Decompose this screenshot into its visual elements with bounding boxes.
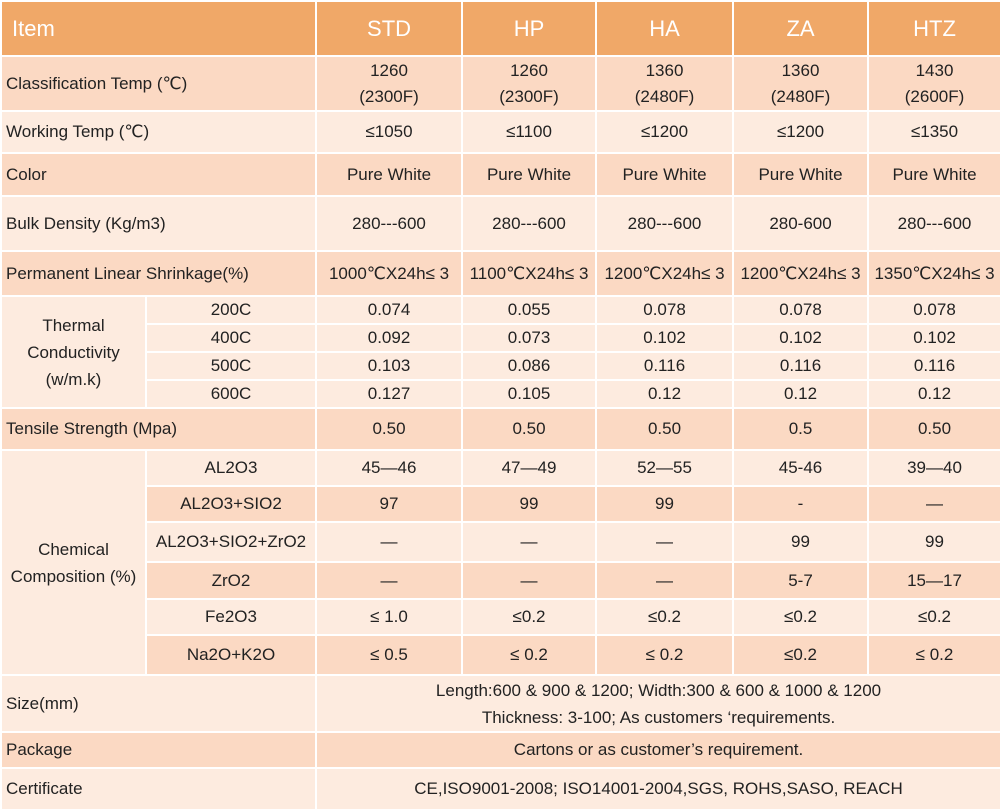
size-value: Length:600 & 900 & 1200; Width:300 & 600 & 1000 & 1200 Thickness: 3-100; As customers ‘requirements. xyxy=(316,675,1000,732)
tensile-label: Tensile Strength (Mpa) xyxy=(1,408,316,450)
thermal-sub-400c: 400C xyxy=(146,324,316,352)
chemical-value: 45-46 xyxy=(733,450,868,486)
thermal-200c-htz: 0.078 xyxy=(868,296,1000,324)
thermal-600c-std: 0.127 xyxy=(316,380,462,408)
tensile-hp: 0.50 xyxy=(462,408,596,450)
chemical-row xyxy=(1,635,1000,675)
bulk-density-hp: 280---600 xyxy=(462,196,596,251)
bulk-density-row xyxy=(1,196,1000,251)
tensile-ha: 0.50 xyxy=(596,408,733,450)
header-std: STD xyxy=(316,1,462,56)
thermal-600c-ha: 0.12 xyxy=(596,380,733,408)
bulk-density-za: 280-600 xyxy=(733,196,868,251)
thermal-600c-htz: 0.12 xyxy=(868,380,1000,408)
chemical-value: ≤ 0.5 xyxy=(316,635,462,675)
thermal-sub-600c: 600C xyxy=(146,380,316,408)
bulk-density-label: Bulk Density (Kg/m3) xyxy=(1,196,316,251)
thermal-sub-500c: 500C xyxy=(146,352,316,380)
thermal-600c-za: 0.12 xyxy=(733,380,868,408)
thermal-600c-hp: 0.105 xyxy=(462,380,596,408)
chemical-value: — xyxy=(316,562,462,599)
header-item: Item xyxy=(1,1,316,56)
working-temp-za: ≤1200 xyxy=(733,111,868,153)
classification-temp-hp: 1260 (2300F) xyxy=(462,56,596,111)
package-label: Package xyxy=(1,732,316,768)
chemical-label: Chemical Composition (%) xyxy=(1,450,146,675)
classification-temp-za: 1360 (2480F) xyxy=(733,56,868,111)
thermal-400c-ha: 0.102 xyxy=(596,324,733,352)
chemical-value: — xyxy=(868,486,1000,522)
certificate-row xyxy=(1,768,1000,810)
chemical-row xyxy=(1,522,1000,562)
chemical-value: ≤0.2 xyxy=(462,599,596,635)
package-row xyxy=(1,732,1000,768)
shrinkage-htz: 1350℃X24h≤ 3 xyxy=(868,251,1000,296)
tensile-std: 0.50 xyxy=(316,408,462,450)
chemical-value: 99 xyxy=(462,486,596,522)
chemical-value: 47—49 xyxy=(462,450,596,486)
chemical-value: ≤ 0.2 xyxy=(596,635,733,675)
chemical-row xyxy=(1,599,1000,635)
chemical-value: 5-7 xyxy=(733,562,868,599)
thermal-row xyxy=(1,296,1000,324)
thermal-sub-200c: 200C xyxy=(146,296,316,324)
thermal-400c-za: 0.102 xyxy=(733,324,868,352)
chemical-sub: Fe2O3 xyxy=(146,599,316,635)
chemical-sub: Na2O+K2O xyxy=(146,635,316,675)
chemical-sub: ZrO2 xyxy=(146,562,316,599)
size-row xyxy=(1,675,1000,732)
thermal-500c-ha: 0.116 xyxy=(596,352,733,380)
chemical-value: ≤ 0.2 xyxy=(868,635,1000,675)
bulk-density-ha: 280---600 xyxy=(596,196,733,251)
working-temp-label: Working Temp (℃) xyxy=(1,111,316,153)
header-za: ZA xyxy=(733,1,868,56)
chemical-row xyxy=(1,450,1000,486)
chemical-value: ≤0.2 xyxy=(596,599,733,635)
working-temp-std: ≤1050 xyxy=(316,111,462,153)
classification-temp-ha: 1360 (2480F) xyxy=(596,56,733,111)
chemical-row xyxy=(1,486,1000,522)
thermal-200c-hp: 0.055 xyxy=(462,296,596,324)
chemical-value: 99 xyxy=(733,522,868,562)
color-label: Color xyxy=(1,153,316,196)
shrinkage-std: 1000℃X24h≤ 3 xyxy=(316,251,462,296)
shrinkage-hp: 1100℃X24h≤ 3 xyxy=(462,251,596,296)
chemical-value: — xyxy=(596,562,733,599)
thermal-500c-std: 0.103 xyxy=(316,352,462,380)
classification-temp-row xyxy=(1,56,1000,111)
working-temp-ha: ≤1200 xyxy=(596,111,733,153)
shrinkage-za: 1200℃X24h≤ 3 xyxy=(733,251,868,296)
thermal-500c-hp: 0.086 xyxy=(462,352,596,380)
chemical-sub: AL2O3+SIO2 xyxy=(146,486,316,522)
thermal-row xyxy=(1,380,1000,408)
color-hp: Pure White xyxy=(462,153,596,196)
thermal-400c-hp: 0.073 xyxy=(462,324,596,352)
chemical-sub: AL2O3+SIO2+ZrO2 xyxy=(146,522,316,562)
chemical-value: ≤ 0.2 xyxy=(462,635,596,675)
classification-temp-std: 1260 (2300F) xyxy=(316,56,462,111)
chemical-value: 39—40 xyxy=(868,450,1000,486)
chemical-value: ≤ 1.0 xyxy=(316,599,462,635)
tensile-htz: 0.50 xyxy=(868,408,1000,450)
working-temp-row xyxy=(1,111,1000,153)
chemical-value: — xyxy=(462,562,596,599)
chemical-value: — xyxy=(596,522,733,562)
thermal-row xyxy=(1,352,1000,380)
color-htz: Pure White xyxy=(868,153,1000,196)
classification-temp-htz: 1430 (2600F) xyxy=(868,56,1000,111)
header-ha: HA xyxy=(596,1,733,56)
color-ha: Pure White xyxy=(596,153,733,196)
thermal-200c-ha: 0.078 xyxy=(596,296,733,324)
thermal-200c-std: 0.074 xyxy=(316,296,462,324)
bulk-density-std: 280---600 xyxy=(316,196,462,251)
header-htz: HTZ xyxy=(868,1,1000,56)
size-label: Size(mm) xyxy=(1,675,316,732)
shrinkage-label: Permanent Linear Shrinkage(%) xyxy=(1,251,316,296)
chemical-row xyxy=(1,562,1000,599)
chemical-sub: AL2O3 xyxy=(146,450,316,486)
color-std: Pure White xyxy=(316,153,462,196)
certificate-label: Certificate xyxy=(1,768,316,810)
chemical-value: ≤0.2 xyxy=(733,599,868,635)
chemical-value: 15—17 xyxy=(868,562,1000,599)
bulk-density-htz: 280---600 xyxy=(868,196,1000,251)
color-za: Pure White xyxy=(733,153,868,196)
tensile-za: 0.5 xyxy=(733,408,868,450)
chemical-value: 52—55 xyxy=(596,450,733,486)
thermal-200c-za: 0.078 xyxy=(733,296,868,324)
color-row xyxy=(1,153,1000,196)
chemical-value: 99 xyxy=(596,486,733,522)
chemical-value: — xyxy=(462,522,596,562)
chemical-value: ≤0.2 xyxy=(868,599,1000,635)
chemical-value: — xyxy=(316,522,462,562)
header-row xyxy=(1,1,1000,56)
chemical-value: 45—46 xyxy=(316,450,462,486)
shrinkage-row xyxy=(1,251,1000,296)
thermal-label: Thermal Conductivity (w/m.k) xyxy=(1,296,146,408)
header-hp: HP xyxy=(462,1,596,56)
classification-temp-label: Classification Temp (℃) xyxy=(1,56,316,111)
working-temp-htz: ≤1350 xyxy=(868,111,1000,153)
chemical-value: 97 xyxy=(316,486,462,522)
thermal-400c-std: 0.092 xyxy=(316,324,462,352)
chemical-value: 99 xyxy=(868,522,1000,562)
working-temp-hp: ≤1100 xyxy=(462,111,596,153)
thermal-500c-htz: 0.116 xyxy=(868,352,1000,380)
shrinkage-ha: 1200℃X24h≤ 3 xyxy=(596,251,733,296)
chemical-value: ≤0.2 xyxy=(733,635,868,675)
tensile-row xyxy=(1,408,1000,450)
chemical-value: - xyxy=(733,486,868,522)
certificate-value: CE,ISO9001-2008; ISO14001-2004,SGS, ROHS,SASO, REACH xyxy=(316,768,1000,810)
thermal-row xyxy=(1,324,1000,352)
thermal-500c-za: 0.116 xyxy=(733,352,868,380)
thermal-400c-htz: 0.102 xyxy=(868,324,1000,352)
package-value: Cartons or as customer’s requirement. xyxy=(316,732,1000,768)
